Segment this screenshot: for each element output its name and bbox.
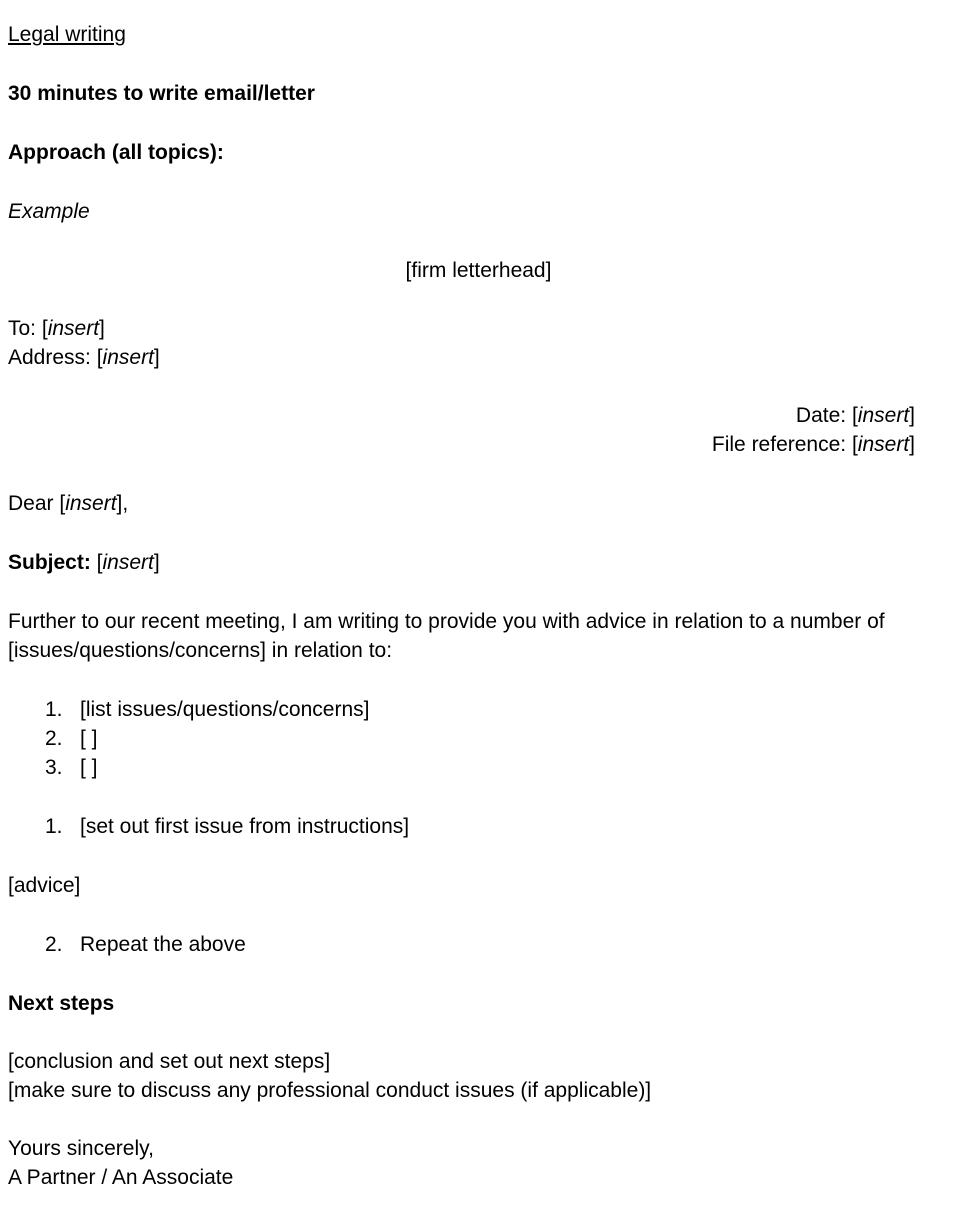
salutation-label: Dear [ xyxy=(8,492,66,515)
advice-placeholder: [advice] xyxy=(8,874,81,897)
next-steps-heading: Next steps xyxy=(8,992,115,1015)
subject-value: insert xyxy=(102,551,154,574)
date-close: ] xyxy=(909,404,915,427)
recipient-address-label: Address: [ xyxy=(8,346,103,369)
subject-label: Subject: xyxy=(8,551,91,574)
recipient-address-line xyxy=(0,343,957,372)
date-line xyxy=(0,401,957,430)
subject-close: ] xyxy=(153,551,160,574)
salutation-line xyxy=(0,489,957,518)
file-reference-close: ] xyxy=(909,433,915,456)
list-item xyxy=(0,753,957,782)
repeat-list xyxy=(0,930,957,959)
list-marker: 2. xyxy=(45,933,63,956)
list-marker: 3. xyxy=(45,756,63,779)
recipient-to-label: To: [ xyxy=(8,317,48,340)
document-page xyxy=(0,20,957,1216)
salutation-value: insert xyxy=(65,492,117,515)
signoff-line-1: Yours sincerely, xyxy=(8,1137,154,1160)
list-item-text: [ ] xyxy=(80,756,98,779)
example-label: Example xyxy=(8,200,90,223)
file-reference-line xyxy=(0,430,957,459)
signoff-line-2: A Partner / An Associate xyxy=(8,1166,234,1189)
file-reference-label: File reference: [ xyxy=(711,433,858,456)
recipient-to-value: insert xyxy=(47,317,100,340)
date-value: insert xyxy=(857,404,910,427)
list-item-text: [ ] xyxy=(80,727,98,750)
conclusion-line-1: [conclusion and set out next steps] xyxy=(8,1050,331,1073)
list-item xyxy=(0,695,957,724)
subject-open: [ xyxy=(90,551,103,574)
date-label: Date: [ xyxy=(795,404,858,427)
recipient-address-value: insert xyxy=(102,346,154,369)
body-paragraph: Further to our recent meeting, I am writing to provide you with advice in relation to a number of [issues/questions/concerns] in relation to: xyxy=(8,610,891,662)
list-item xyxy=(0,930,957,959)
list-item xyxy=(0,812,957,841)
timing-heading: 30 minutes to write email/letter xyxy=(8,82,315,105)
first-issue-list xyxy=(0,812,957,841)
issues-list xyxy=(0,695,957,782)
approach-heading: Approach (all topics): xyxy=(8,141,224,164)
recipient-to-close: ] xyxy=(99,317,105,340)
list-item-text: [set out first issue from instructions] xyxy=(80,815,410,838)
subject-line xyxy=(0,548,957,577)
list-marker: 2. xyxy=(45,727,63,750)
recipient-to-line xyxy=(0,314,957,343)
list-item-text: [list issues/questions/concerns] xyxy=(80,698,370,721)
conclusion-line-2: [make sure to discuss any professional conduct issues (if applicable)] xyxy=(8,1079,652,1102)
document-title: Legal writing xyxy=(8,23,126,46)
list-item-text: Repeat the above xyxy=(80,933,246,956)
firm-letterhead: [firm letterhead] xyxy=(405,259,552,282)
list-item xyxy=(0,724,957,753)
list-marker: 1. xyxy=(45,698,63,721)
file-reference-value: insert xyxy=(857,433,910,456)
list-marker: 1. xyxy=(45,815,63,838)
salutation-close: ], xyxy=(116,492,129,515)
recipient-address-close: ] xyxy=(153,346,160,369)
